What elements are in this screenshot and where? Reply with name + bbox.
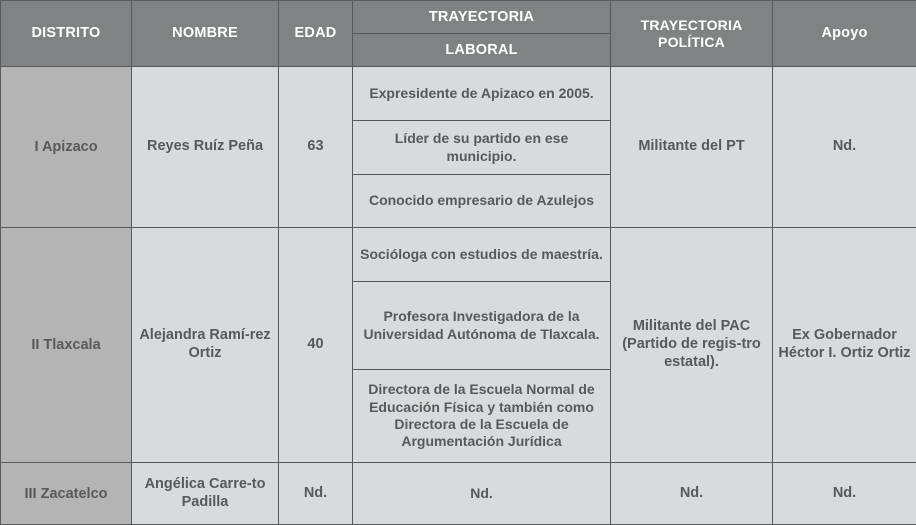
cell-nombre: Reyes Ruíz Peña	[132, 67, 279, 228]
column-header-nombre: NOMBRE	[132, 1, 279, 67]
cell-edad: 40	[279, 228, 353, 463]
cell-distrito: II Tlaxcala	[1, 228, 132, 463]
cell-trayectoria-laboral-item: Profesora Investigadora de la Universidad Autónoma de Tlaxcala.	[353, 282, 611, 370]
table-header	[1, 1, 916, 67]
cell-trayectoria-laboral-item: Socióloga con estudios de maestría.	[353, 228, 611, 282]
cell-trayectoria-laboral-item: Directora de la Escuela Normal de Educación Física y también como Directora de la Escuela de Argumentación Jurídica	[353, 370, 611, 463]
table-row	[1, 463, 916, 525]
cell-distrito: III Zacatelco	[1, 463, 132, 525]
cell-edad: Nd.	[279, 463, 353, 525]
cell-apoyo: Nd.	[773, 463, 916, 525]
table-row	[1, 228, 916, 282]
column-header-distrito: DISTRITO	[1, 1, 132, 67]
column-header-trayectoria-politica-line1: TRAYECTORIA	[641, 17, 743, 33]
cell-apoyo: Ex Gobernador Héctor I. Ortiz Ortiz	[773, 228, 916, 463]
column-header-edad: EDAD	[279, 1, 353, 67]
cell-trayectoria-politica: Militante del PAC (Partido de regis-tro estatal).	[611, 228, 773, 463]
cell-trayectoria-laboral-item: Expresidente de Apizaco en 2005.	[353, 67, 611, 121]
cell-trayectoria-politica: Nd.	[611, 463, 773, 525]
cell-trayectoria-laboral-item: Conocido empresario de Azulejos	[353, 175, 611, 228]
column-header-trayectoria-politica-line2: POLÍTICA	[658, 34, 725, 50]
column-header-trayectoria: TRAYECTORIA	[353, 1, 611, 34]
cell-nombre: Angélica Carre-to Padilla	[132, 463, 279, 525]
column-header-trayectoria-politica	[611, 1, 773, 67]
header-row-1	[1, 1, 916, 34]
column-header-laboral: LABORAL	[353, 34, 611, 67]
column-header-apoyo: Apoyo	[773, 1, 916, 67]
cell-apoyo: Nd.	[773, 67, 916, 228]
cell-trayectoria-laboral-item: Líder de su partido en ese municipio.	[353, 121, 611, 175]
cell-trayectoria-politica: Militante del PT	[611, 67, 773, 228]
cell-nombre: Alejandra Ramí-rez Ortiz	[132, 228, 279, 463]
table-body	[1, 67, 916, 525]
cell-distrito: I Apizaco	[1, 67, 132, 228]
cell-trayectoria-laboral-item: Nd.	[353, 463, 611, 525]
table-row	[1, 67, 916, 121]
cell-edad: 63	[279, 67, 353, 228]
